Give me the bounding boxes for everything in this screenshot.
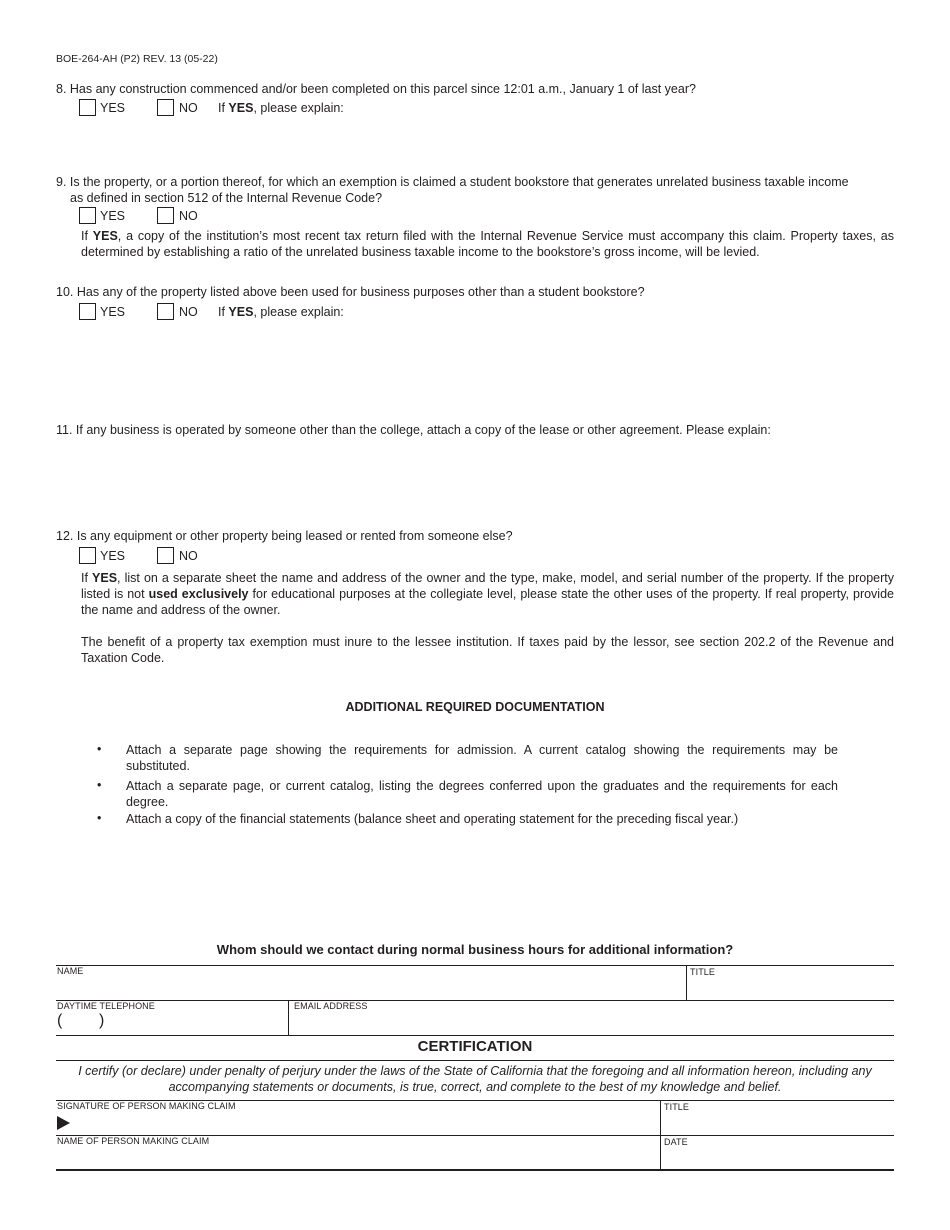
question-9-line2: as defined in section 512 of the Internal Revenue Code?: [70, 191, 383, 205]
question-12-text: 12. Is any equipment or other property being leased or rented from someone else?: [56, 529, 513, 543]
question-9-line1: 9. Is the property, or a portion thereof, for which an exemption is claimed a student bookstore that generates unrelated business taxable income: [56, 175, 849, 189]
cert-title-label: TITLE: [664, 1102, 690, 1112]
claimant-name-label: NAME OF PERSON MAKING CLAIM: [57, 1136, 210, 1146]
q10-no-label: NO: [179, 305, 198, 319]
contact-phone-label: DAYTIME TELEPHONE: [57, 1001, 155, 1011]
divider: [56, 1000, 894, 1001]
q12-no-checkbox[interactable]: [157, 547, 174, 564]
signature-field[interactable]: [75, 1113, 657, 1133]
q10-no-checkbox[interactable]: [157, 303, 174, 320]
cert-title-field[interactable]: [662, 1113, 892, 1133]
question-10-text: 10. Has any of the property listed above been used for business purposes other than a student bookstore?: [56, 285, 645, 299]
contact-email-label: EMAIL ADDRESS: [294, 1001, 368, 1011]
question-9-text: [56, 174, 849, 206]
question-8-text: 8. Has any construction commenced and/or been completed on this parcel since 12:01 a.m., January 1 of last year?: [56, 82, 696, 96]
q10-yes-checkbox[interactable]: [79, 303, 96, 320]
bullet-marker: •: [97, 778, 102, 792]
q9-no-checkbox[interactable]: [157, 207, 174, 224]
q8-yes-checkbox[interactable]: [79, 99, 96, 116]
divider: [56, 965, 894, 966]
q8-explain-label: If YES, please explain:: [218, 101, 344, 115]
additional-docs-heading: ADDITIONAL REQUIRED DOCUMENTATION: [345, 700, 605, 714]
q10-yes-label: YES: [100, 305, 126, 319]
additional-docs-item: Attach a separate page, or current catalog, listing the degrees conferred upon the graduates and the requirements for each degree.: [126, 779, 838, 809]
divider: [56, 1060, 894, 1061]
date-label: DATE: [664, 1137, 688, 1147]
divider: [56, 1169, 894, 1171]
contact-title-label: TITLE: [690, 967, 716, 977]
phone-paren-close: ): [99, 1012, 105, 1029]
q12-yes-label: YES: [100, 549, 126, 563]
bullet-marker: •: [97, 811, 102, 825]
certification-heading: CERTIFICATION: [417, 1038, 533, 1055]
q8-no-checkbox[interactable]: [157, 99, 174, 116]
q12-note: If YES, list on a separate sheet the name and address of the owner and the type, make, model, and serial number of the property. If the property listed is not used exclusively for educational purposes at the collegiate level, please state the other uses of the property. If real property, provide the name and address of the owner.: [81, 571, 895, 617]
contact-name-field[interactable]: [56, 978, 684, 998]
q8-yes-label: YES: [100, 101, 126, 115]
certification-statement: I certify (or declare) under penalty of perjury under the laws of the State of California that the foregoing and all information hereon, including any accompanying statements or documents, is true, correct, and complete to the best of my knowledge and belief.: [78, 1064, 872, 1094]
q9-yes-label: YES: [100, 209, 126, 223]
contact-phone-field[interactable]: [108, 1013, 286, 1033]
phone-paren-open: (: [57, 1012, 63, 1029]
contact-email-field[interactable]: [292, 1013, 892, 1033]
signature-arrow-icon: [57, 1116, 70, 1130]
divider: [288, 1000, 289, 1035]
q9-no-label: NO: [179, 209, 198, 223]
q12-benefit-note: The benefit of a property tax exemption must inure to the lessee institution. If taxes paid by the lessor, see section 202.2 of the Revenue and Taxation Code.: [81, 635, 894, 665]
q9-yes-checkbox[interactable]: [79, 207, 96, 224]
bullet-marker: •: [97, 742, 102, 756]
claimant-name-field[interactable]: [56, 1148, 658, 1168]
additional-docs-item: Attach a copy of the financial statements (balance sheet and operating statement for the preceding fiscal year.): [126, 812, 739, 826]
divider: [56, 1035, 894, 1036]
q8-no-label: NO: [179, 101, 198, 115]
q12-yes-checkbox[interactable]: [79, 547, 96, 564]
divider: [686, 965, 687, 1000]
signature-label: SIGNATURE OF PERSON MAKING CLAIM: [57, 1101, 236, 1111]
q9-note: If YES, a copy of the institution’s most recent tax return filed with the Internal Revenue Service must accompany this claim. Property taxes, as determined by establishing a ratio of the unrelated business taxable income to the bookstore’s gross income, will be levied.: [81, 229, 894, 259]
q12-no-label: NO: [179, 549, 198, 563]
additional-docs-item: Attach a separate page showing the requirements for admission. A current catalog showing the requirements may be substituted.: [126, 743, 838, 773]
contact-name-label: NAME: [57, 966, 84, 976]
question-11-text: 11. If any business is operated by someone other than the college, attach a copy of the lease or other agreement. Please explain:: [56, 423, 771, 437]
contact-title-field[interactable]: [688, 978, 893, 998]
form-id: BOE-264-AH (P2) REV. 13 (05-22): [56, 53, 218, 65]
contact-heading: Whom should we contact during normal business hours for additional information?: [216, 942, 734, 957]
q10-explain-label: If YES, please explain:: [218, 305, 344, 319]
date-field[interactable]: [662, 1148, 892, 1168]
